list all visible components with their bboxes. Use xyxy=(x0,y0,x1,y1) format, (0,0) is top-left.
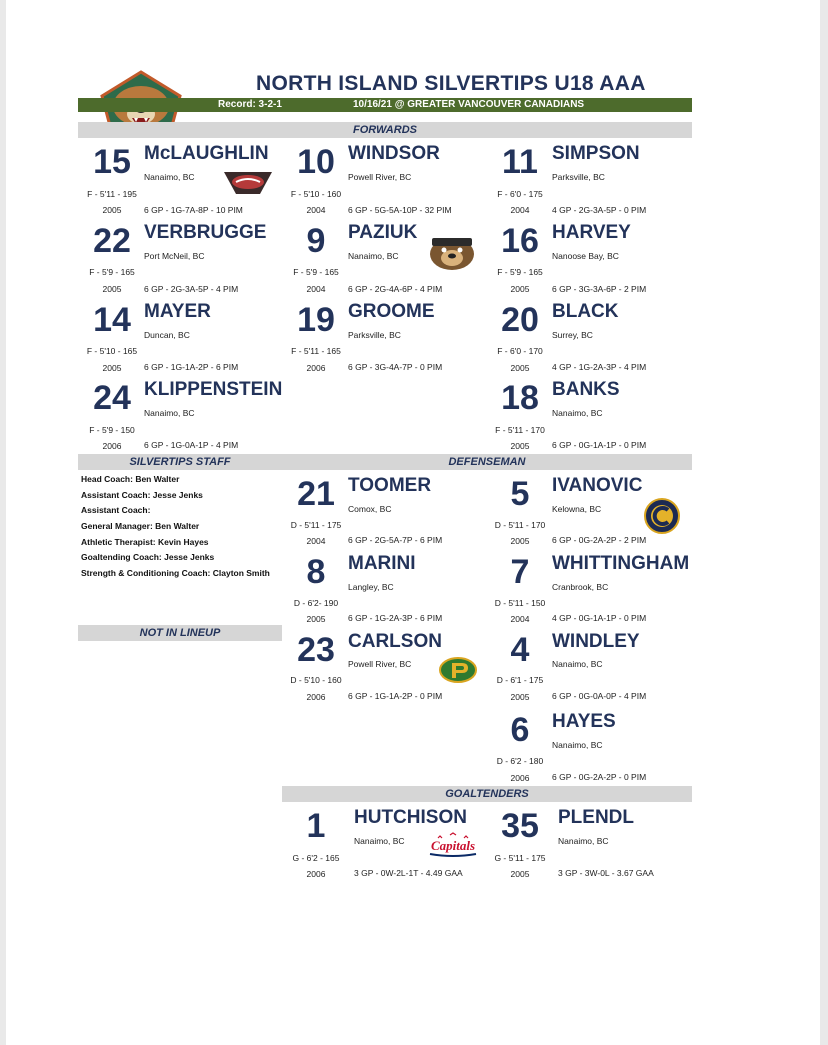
player-hometown: Comox, BC xyxy=(348,504,392,514)
player-hometown: Nanaimo, BC xyxy=(552,659,603,669)
player-birth-year: 2006 xyxy=(510,773,530,783)
player-number: 1 xyxy=(306,807,326,845)
player-name: McLAUGHLIN xyxy=(144,143,269,164)
player-physical: F - 5'11 - 165 xyxy=(291,346,341,356)
team-record: Record: 3-2-1 xyxy=(218,99,282,110)
staff-member: Strength & Conditioning Coach: Clayton Smith xyxy=(81,568,270,578)
player-physical: F - 5'9 - 165 xyxy=(497,267,543,277)
game-info: 10/16/21 @ GREATER VANCOUVER CANADIANS xyxy=(353,99,585,110)
player-hometown: Nanaimo, BC xyxy=(144,408,195,418)
player-physical: F - 5'9 - 150 xyxy=(89,425,135,435)
player-physical: F - 5'11 - 195 xyxy=(87,189,137,199)
player-stats: 3 GP - 3W-0L - 3.67 GAA xyxy=(558,868,654,878)
player-number: 15 xyxy=(93,143,131,181)
capitals-wordmark: Capitals xyxy=(430,838,476,853)
player-hometown: Cranbrook, BC xyxy=(552,582,609,592)
player-birth-year: 2004 xyxy=(510,205,530,215)
page-title: NORTH ISLAND SILVERTIPS U18 AAA xyxy=(256,72,646,95)
player-name: WHITTINGHAM xyxy=(552,553,690,574)
player-birth-year: 2004 xyxy=(306,284,326,294)
player-hometown: Port McNeil, BC xyxy=(144,251,205,261)
player-physical: G - 6'2 - 165 xyxy=(292,853,340,863)
player-physical: D - 5'11 - 170 xyxy=(494,520,546,530)
player-name: HUTCHISON xyxy=(354,807,467,828)
player-hometown: Powell River, BC xyxy=(348,172,412,182)
player-physical: F - 5'9 - 165 xyxy=(293,267,339,277)
player-physical: F - 5'10 - 160 xyxy=(290,189,342,199)
player-physical: D - 6'2- 190 xyxy=(293,598,339,608)
player-number: 20 xyxy=(501,301,539,339)
player-birth-year: 2006 xyxy=(306,869,326,879)
player-stats: 6 GP - 5G-5A-10P - 32 PIM xyxy=(348,205,452,215)
staff-member: Assistant Coach: xyxy=(81,505,151,515)
player-hometown: Nanaimo, BC xyxy=(348,251,399,261)
player-birth-year: 2004 xyxy=(306,205,326,215)
staff-member: General Manager: Ben Walter xyxy=(81,521,200,531)
player-birth-year: 2004 xyxy=(510,614,530,624)
goalies-header: GOALTENDERS xyxy=(282,786,692,802)
player-name: MARINI xyxy=(348,553,416,574)
player-birth-year: 2005 xyxy=(510,869,530,879)
player-birth-year: 2004 xyxy=(306,536,326,546)
player-name: MAYER xyxy=(144,301,211,322)
roster-page xyxy=(6,0,820,1045)
player-name: TOOMER xyxy=(348,475,432,496)
player-stats: 6 GP - 2G-5A-7P - 6 PIM xyxy=(348,535,443,545)
player-hometown: Langley, BC xyxy=(348,582,394,592)
player-number: 19 xyxy=(297,301,335,339)
giants-logo xyxy=(220,166,276,198)
player-birth-year: 2005 xyxy=(510,363,530,373)
player-stats: 6 GP - 1G-7A-8P - 10 PIM xyxy=(144,205,243,215)
player-name: HARVEY xyxy=(552,222,631,243)
player-hometown: Parksville, BC xyxy=(552,172,605,182)
not-in-lineup-header: NOT IN LINEUP xyxy=(78,625,282,641)
forwards-header: FORWARDS xyxy=(78,122,692,138)
player-birth-year: 2005 xyxy=(102,363,122,373)
player-stats: 6 GP - 0G-2A-2P - 2 PIM xyxy=(552,535,647,545)
player-number: 6 xyxy=(510,711,530,749)
player-number: 24 xyxy=(93,379,131,417)
player-name: GROOME xyxy=(348,301,435,322)
game-info-bar xyxy=(78,98,692,112)
grizzlies-logo xyxy=(426,232,478,272)
player-birth-year: 2005 xyxy=(510,441,530,451)
player-number: 10 xyxy=(297,143,335,181)
player-name: HAYES xyxy=(552,711,616,732)
player-hometown: Nanaimo, BC xyxy=(552,408,603,418)
player-hometown: Duncan, BC xyxy=(144,330,190,340)
player-birth-year: 2006 xyxy=(306,692,326,702)
player-number: 35 xyxy=(501,807,539,845)
defense-header: DEFENSEMAN xyxy=(282,454,692,470)
player-number: 18 xyxy=(501,379,539,417)
player-hometown: Nanaimo, BC xyxy=(354,836,405,846)
player-stats: 4 GP - 0G-1A-1P - 0 PIM xyxy=(552,613,647,623)
player-name: WINDLEY xyxy=(552,631,640,652)
player-physical: D - 5'11 - 150 xyxy=(494,598,546,608)
player-physical: D - 6'1 - 175 xyxy=(496,675,544,685)
player-number: 23 xyxy=(297,631,335,669)
player-stats: 6 GP - 2G-4A-6P - 4 PIM xyxy=(348,284,443,294)
player-stats: 6 GP - 0G-2A-2P - 0 PIM xyxy=(552,772,647,782)
player-number: 4 xyxy=(510,631,530,669)
player-number: 5 xyxy=(510,475,530,513)
player-physical: D - 5'11 - 175 xyxy=(290,520,342,530)
player-birth-year: 2005 xyxy=(510,692,530,702)
player-birth-year: 2006 xyxy=(102,441,122,451)
player-name: VERBRUGGE xyxy=(144,222,267,243)
player-name: CARLSON xyxy=(348,631,442,652)
player-hometown: Kelowna, BC xyxy=(552,504,602,514)
staff-member: Goaltending Coach: Jesse Jenks xyxy=(81,552,215,562)
player-hometown: Nanaimo, BC xyxy=(558,836,609,846)
player-stats: 4 GP - 1G-2A-3P - 4 PIM xyxy=(552,362,647,372)
player-hometown: Nanoose Bay, BC xyxy=(552,251,619,261)
staff-member: Athletic Therapist: Kevin Hayes xyxy=(81,537,209,547)
player-number: 22 xyxy=(93,222,131,260)
player-birth-year: 2006 xyxy=(306,363,326,373)
player-physical: F - 6'0 - 170 xyxy=(497,346,543,356)
player-hometown: Nanaimo, BC xyxy=(144,172,195,182)
player-name: KLIPPENSTEIN xyxy=(144,379,283,400)
player-hometown: Surrey, BC xyxy=(552,330,593,340)
player-physical: D - 6'2 - 180 xyxy=(496,756,544,766)
player-birth-year: 2005 xyxy=(510,536,530,546)
player-physical: D - 5'10 - 160 xyxy=(290,675,342,685)
player-number: 8 xyxy=(306,553,326,591)
player-physical: F - 5'9 - 165 xyxy=(89,267,135,277)
staff-member: Head Coach: Ben Walter xyxy=(81,474,180,484)
player-stats: 6 GP - 1G-1A-2P - 6 PIM xyxy=(144,362,239,372)
player-physical: F - 5'10 - 165 xyxy=(86,346,138,356)
player-number: 11 xyxy=(502,143,538,181)
player-birth-year: 2005 xyxy=(306,614,326,624)
player-name: PAZIUK xyxy=(348,222,418,243)
player-stats: 6 GP - 3G-4A-7P - 0 PIM xyxy=(348,362,443,372)
player-physical: F - 5'11 - 170 xyxy=(495,425,545,435)
player-birth-year: 2005 xyxy=(102,284,122,294)
player-stats: 3 GP - 0W-2L-1T - 4.49 GAA xyxy=(354,868,463,878)
player-stats: 6 GP - 0G-1A-1P - 0 PIM xyxy=(552,440,647,450)
player-stats: 6 GP - 1G-0A-1P - 4 PIM xyxy=(144,440,239,450)
player-physical: G - 5'11 - 175 xyxy=(494,853,546,863)
player-hometown: Nanaimo, BC xyxy=(552,740,603,750)
player-stats: 6 GP - 3G-3A-6P - 2 PIM xyxy=(552,284,647,294)
player-name: BANKS xyxy=(552,379,620,400)
player-stats: 4 GP - 2G-3A-5P - 0 PIM xyxy=(552,205,647,215)
player-number: 21 xyxy=(297,475,335,513)
player-stats: 6 GP - 1G-2A-3P - 6 PIM xyxy=(348,613,443,623)
player-name: SIMPSON xyxy=(552,143,640,164)
player-birth-year: 2005 xyxy=(510,284,530,294)
staff-header: SILVERTIPS STAFF xyxy=(78,454,282,470)
player-name: PLENDL xyxy=(558,807,634,828)
p-shield-logo xyxy=(438,656,478,684)
player-number: 16 xyxy=(501,222,539,260)
player-hometown: Powell River, BC xyxy=(348,659,412,669)
player-birth-year: 2005 xyxy=(102,205,122,215)
player-number: 7 xyxy=(510,553,530,591)
circle-c-logo xyxy=(643,497,681,535)
capitals-logo xyxy=(424,832,482,860)
player-stats: 6 GP - 0G-0A-0P - 4 PIM xyxy=(552,691,647,701)
staff-member: Assistant Coach: Jesse Jenks xyxy=(81,490,203,500)
player-stats: 6 GP - 1G-1A-2P - 0 PIM xyxy=(348,691,443,701)
player-name: WINDSOR xyxy=(348,143,440,164)
player-name: BLACK xyxy=(552,301,619,322)
player-hometown: Parksville, BC xyxy=(348,330,401,340)
player-number: 9 xyxy=(306,222,326,260)
player-stats: 6 GP - 2G-3A-5P - 4 PIM xyxy=(144,284,239,294)
player-physical: F - 6'0 - 175 xyxy=(497,189,543,199)
player-number: 14 xyxy=(93,301,131,339)
player-name: IVANOVIC xyxy=(552,475,643,496)
